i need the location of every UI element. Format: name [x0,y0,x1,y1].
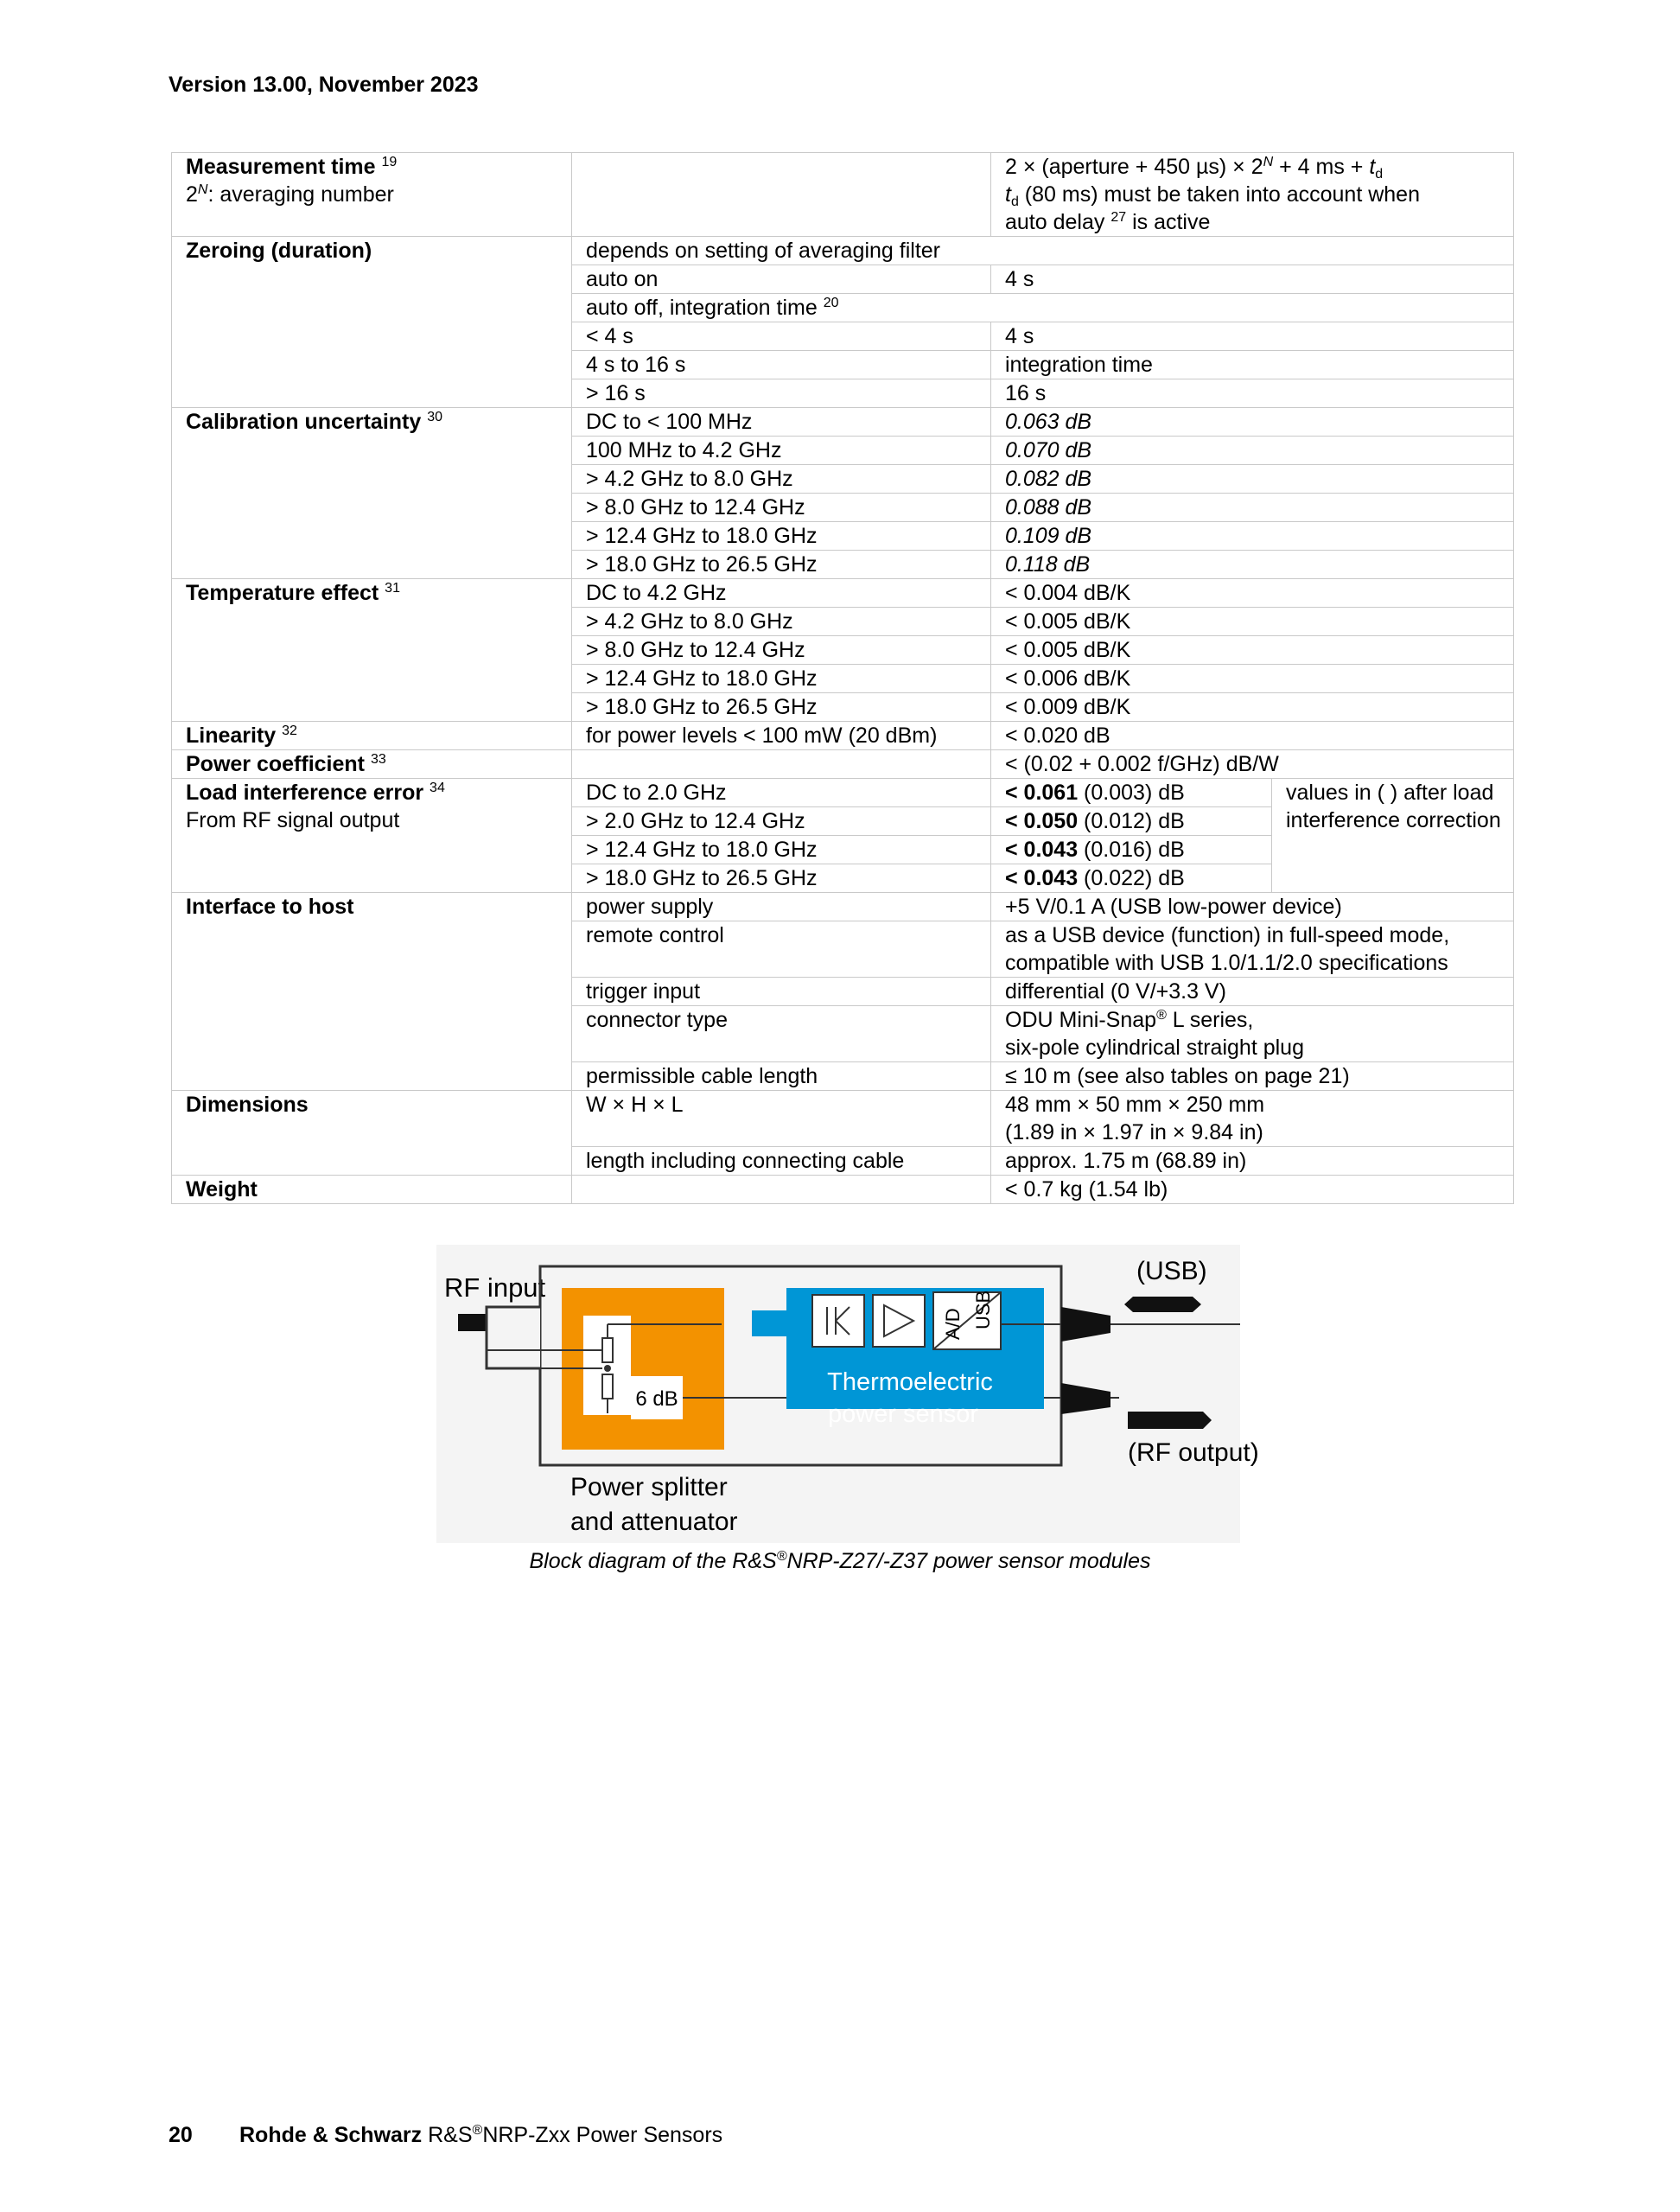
value-cell: 0.082 dB [991,465,1514,494]
value-bold: < 0.043 [1005,866,1079,890]
condition-cell: power supply [572,893,991,921]
splitter-label-line1: Power splitter [570,1473,728,1501]
condition-cell: length including connecting cable [572,1147,991,1176]
attenuator-label: 6 dB [635,1387,678,1411]
condition-cell: > 2.0 GHz to 12.4 GHz [572,807,991,836]
subscript: d [1375,167,1384,182]
value-cell: approx. 1.75 m (68.89 in) [991,1147,1514,1176]
page-footer [169,2123,722,2148]
footnote-ref: 32 [282,724,297,738]
value-text: (1.89 in × 1.97 in × 9.84 in) [1005,1120,1263,1144]
value-cell: 0.118 dB [991,551,1514,579]
value-cell [991,864,1272,893]
value-cell: < (0.02 + 0.002 f/GHz) dB/W [991,750,1514,779]
value-cell: < 0.004 dB/K [991,579,1514,608]
condition-cell: DC to < 100 MHz [572,408,991,437]
page-header: Version 13.00, November 2023 [169,73,479,97]
condition-cell: > 8.0 GHz to 12.4 GHz [572,636,991,665]
thermocouple-box [812,1295,864,1347]
value-text: L series, [1166,1008,1254,1032]
value-cell: 0.063 dB [991,408,1514,437]
value-text: (0.012) dB [1078,809,1185,833]
rf-input-label: RF input [444,1272,546,1303]
page-number: 20 [169,2123,193,2147]
value-text: t [1369,155,1376,179]
spec-table [171,152,1514,1204]
value-cell: < 0.020 dB [991,722,1514,750]
value-cell [991,921,1514,978]
value-cell [991,1006,1514,1062]
row-label: Calibration uncertainty [186,410,422,434]
value-text: ODU Mini-Snap [1005,1008,1157,1032]
condition-cell: W × H × L [572,1091,991,1147]
value-cell: 0.109 dB [991,522,1514,551]
value-text: t [1005,182,1011,207]
value-text: (0.022) dB [1078,866,1185,890]
superscript: ® [1156,1008,1167,1023]
value-cell: < 0.005 dB/K [991,636,1514,665]
table-row [172,579,1514,608]
caption-text: Block diagram of the R&S [529,1549,777,1573]
table-row [172,237,1514,265]
condition-cell: < 4 s [572,322,991,351]
condition-cell: DC to 4.2 GHz [572,579,991,608]
condition-cell: remote control [572,921,991,978]
row-label: Interface to host [172,893,572,1091]
value-cell: 0.088 dB [991,494,1514,522]
table-row [172,408,1514,437]
usb-label: (USB) [1136,1257,1207,1285]
condition-cell: > 4.2 GHz to 8.0 GHz [572,608,991,636]
condition-cell: connector type [572,1006,991,1062]
condition-cell: 4 s to 16 s [572,351,991,379]
value-text: auto delay [1005,210,1111,234]
subscript: d [1010,194,1019,209]
footnote-ref: 19 [381,155,398,169]
row-label-cell [172,579,572,722]
row-label-cell [172,408,572,579]
value-text: (0.003) dB [1078,781,1185,805]
row-label: Linearity [186,724,277,748]
condition-cell: depends on setting of averaging filter [572,237,1514,265]
value-text: 2 × (aperture + 450 µs) × 2 [1005,155,1263,179]
value-cell [991,807,1272,836]
value-cell [991,779,1272,807]
footer-text: R&S [422,2123,473,2147]
block-diagram [436,1245,1259,1543]
condition-cell: > 12.4 GHz to 18.0 GHz [572,665,991,693]
row-label: Dimensions [172,1091,572,1176]
sensor-label-line1: Thermoelectric [827,1368,993,1396]
value-cell: 16 s [991,379,1514,408]
superscript: N [1263,155,1274,169]
value-bold: < 0.050 [1005,809,1079,833]
condition-cell: > 4.2 GHz to 8.0 GHz [572,465,991,494]
company-name: Rohde & Schwarz [239,2123,423,2147]
row-label: Weight [172,1176,572,1204]
label-text: 2 [186,182,198,207]
superscript: N [197,182,208,197]
value-cell: < 0.005 dB/K [991,608,1514,636]
usb-block-label: USB [972,1290,994,1329]
condition-cell: auto on [572,265,991,294]
footer-text: NRP-Zxx Power Sensors [482,2123,723,2147]
value-text: + 4 ms + [1273,155,1370,179]
table-row [172,779,1514,807]
value-text: 48 mm × 50 mm × 250 mm [1005,1093,1265,1117]
ad-label: A/D [942,1308,964,1340]
amplifier-box [873,1295,925,1347]
splitter-label-line2: and attenuator [570,1508,738,1536]
table-row [172,750,1514,779]
value-bold: < 0.061 [1005,781,1079,805]
condition-cell [572,294,1514,322]
row-label: Zeroing (duration) [172,237,572,408]
condition-cell: for power levels < 100 mW (20 dBm) [572,722,991,750]
value-cell [991,836,1272,864]
value-cell: +5 V/0.1 A (USB low-power device) [991,893,1514,921]
superscript: ® [776,1549,787,1564]
table-row [172,153,1514,237]
footnote-ref: 30 [427,410,443,424]
row-label-cell [172,750,572,779]
condition-cell: 100 MHz to 4.2 GHz [572,437,991,465]
sensor-label-line2: power sensor [827,1400,979,1428]
value-cell: 4 s [991,322,1514,351]
table-row [172,722,1514,750]
condition-cell: DC to 2.0 GHz [572,779,991,807]
value-cell: 4 s [991,265,1514,294]
condition-cell: > 8.0 GHz to 12.4 GHz [572,494,991,522]
condition-cell: > 12.4 GHz to 18.0 GHz [572,836,991,864]
value-cell: < 0.009 dB/K [991,693,1514,722]
input-port [487,1307,540,1368]
table-row [172,1091,1514,1147]
row-label: Power coefficient [186,752,365,776]
value-cell: differential (0 V/+3.3 V) [991,978,1514,1006]
footnote-ref: 34 [430,781,445,795]
value-text: (0.016) dB [1078,838,1185,862]
value-text: six-pole cylindrical straight plug [1005,1036,1304,1060]
condition-cell: > 18.0 GHz to 26.5 GHz [572,864,991,893]
condition-cell: > 18.0 GHz to 26.5 GHz [572,693,991,722]
condition-text: auto off, integration time [586,296,824,320]
condition-cell: > 12.4 GHz to 18.0 GHz [572,522,991,551]
value-text: is active [1126,210,1211,234]
value-cell: ≤ 10 m (see also tables on page 21) [991,1062,1514,1091]
usb-connector [1124,1297,1201,1312]
condition-cell: permissible cable length [572,1062,991,1091]
footnote-ref: 33 [370,752,386,767]
note-cell: values in ( ) after load interference correction [1272,779,1514,893]
superscript: ® [472,2123,483,2138]
label-text: : averaging number [207,182,394,207]
value-text: (80 ms) must be taken into account when [1018,182,1420,207]
footnote-ref: 31 [385,581,400,596]
condition-cell: trigger input [572,978,991,1006]
row-label-cell [172,722,572,750]
value-cell: integration time [991,351,1514,379]
footnote-ref: 27 [1110,210,1127,225]
condition-cell: > 18.0 GHz to 26.5 GHz [572,551,991,579]
value-cell: 0.070 dB [991,437,1514,465]
table-row [172,1176,1514,1204]
condition-cell: > 16 s [572,379,991,408]
row-label: Load interference error [186,781,424,805]
value-text: as a USB device (function) in full-speed mode, [1005,923,1450,947]
rf-output-label: (RF output) [1128,1438,1259,1467]
value-cell: < 0.7 kg (1.54 lb) [991,1176,1514,1204]
junction-dot [604,1365,611,1372]
table-row [172,893,1514,921]
row-label: Measurement time [186,155,376,179]
footnote-ref: 20 [823,296,839,310]
value-bold: < 0.043 [1005,838,1079,862]
row-label-cell [172,779,572,893]
rf-output-connector [1128,1412,1212,1429]
row-sublabel: From RF signal output [186,808,400,832]
value-cell [991,1091,1514,1147]
value-text: compatible with USB 1.0/1.1/2.0 specifications [1005,951,1448,975]
value-cell: < 0.006 dB/K [991,665,1514,693]
caption-text: NRP-Z27/-Z37 power sensor modules [786,1549,1151,1573]
row-label: Temperature effect [186,581,379,605]
figure-caption [0,1549,1680,1574]
